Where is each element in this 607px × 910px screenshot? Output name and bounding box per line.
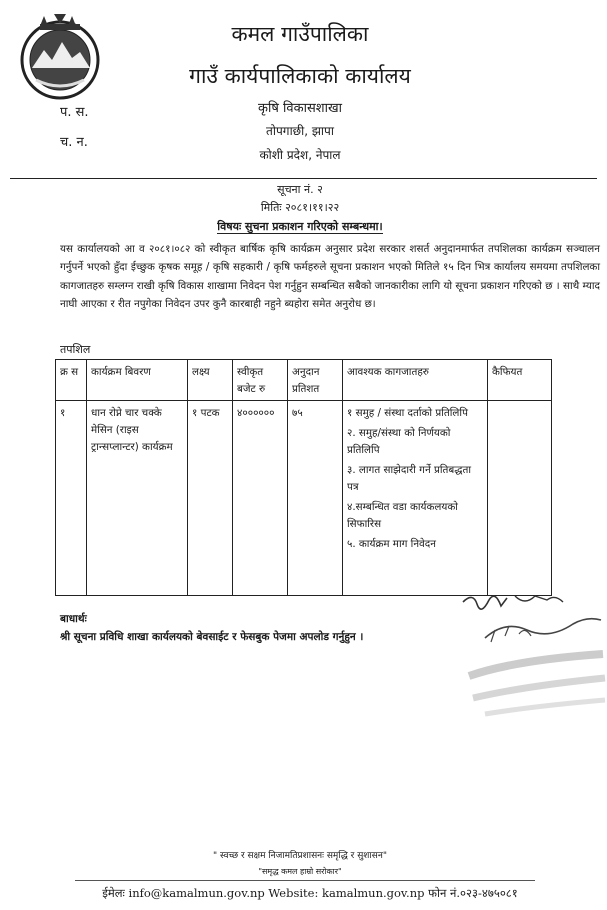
requirement-item: २. समुह/संस्था को निर्णयको प्रतिलिपि xyxy=(347,427,451,456)
footer-contact: ईमेलः info@kamalmun.gov.np Website: kamalmun.gov.np फोन नं.०२३-४७५०८१ xyxy=(102,886,518,900)
cell-target: १ पटक xyxy=(188,401,233,596)
office-name: कमल गाउँपालिका xyxy=(231,22,369,46)
header-target: लक्ष्य xyxy=(188,360,233,401)
notice-body: यस कार्यालयको आ व २०८१।०८२ को स्वीकृत बार्षिक कृषि कार्यक्रम अनुसार प्रदेश सरकार शसर्त अनुदानमार्फत तपशिलका कार्यक्रम सञ्चालन गर्नुपर्ने भएको हुँदा ईच्छुक कृषक समूह / कृषि सहकारी / कृषि फर्महरुले सूचना प्रकाशन भएको मितिले १५ दिन भित्र कार्यालय समयमा तपशिलका कागजातहरु सम्लग्न राखी कृषि विकास शाखामा निवेदन पेश गर्नुहुन सम्बन्धित सबैको जानकारीका लागि यो सूचना प्रकाशन गरिएको छ । साथै म्याद नाघी आएका र रीत नपुगेका निवेदन उपर कुनै कारबाही नहुने ब्यहोरा समेत अनुरोध छ। xyxy=(60,243,600,310)
header-serial: क्र स xyxy=(56,360,87,401)
program-table xyxy=(55,359,552,596)
cell-serial: १ xyxy=(56,401,87,596)
signature-stamp xyxy=(455,590,607,720)
requirement-item: ५. कार्यक्रम माग निवेदन xyxy=(347,538,436,550)
notice-number: सूचना नं. २ xyxy=(277,183,323,196)
government-emblem-icon xyxy=(14,10,106,102)
cell-budget: ४०००००० xyxy=(233,401,288,596)
notice-date: मितिः २०८१।११।२२ xyxy=(260,201,340,214)
footer-slogan-1: " स्वच्छ र सक्षम निजामतिप्रशासनः समृद्धि र सुशासन" xyxy=(213,851,387,861)
table-header-row xyxy=(56,360,552,401)
requirement-item: १ समुह / संस्था दर्ताको प्रतिलिपि xyxy=(347,407,468,419)
notice-subject-text: विषयः सुचना प्रकाशन गरिएको सम्बन्धमा। xyxy=(217,220,383,233)
header-remarks: कैफियत xyxy=(488,360,552,401)
requirement-item: ३. लागत साझेदारी गर्ने प्रतिबद्धता पत्र xyxy=(347,464,472,493)
bodharth-label: बाधार्थः xyxy=(60,613,87,625)
footer-slogan-2: "समृद्ध कमल हाम्रो सरोकार" xyxy=(258,867,342,876)
bodharth-note: श्री सूचना प्रविधि शाखा कार्यलयको बेवसाईट र फेसबुक पेजमा अपलोड गर्नुहुन । xyxy=(60,631,364,643)
office-subtitle: गाउँ कार्यपालिकाको कार्यालय xyxy=(189,64,411,88)
header-divider xyxy=(10,178,597,179)
header-budget: स्वीकृत बजेट रु xyxy=(233,360,288,401)
cell-remarks xyxy=(488,401,552,596)
notice-subject xyxy=(110,219,490,234)
address-line-2: कोशी प्रदेश, नेपाल xyxy=(259,148,341,162)
requirement-item: ४.सम्बन्धित वडा कार्यकलयको सिफारिस xyxy=(347,501,458,530)
chalani-number-label: च. न. xyxy=(60,135,88,150)
header-program: कार्यक्रम बिवरण xyxy=(87,360,188,401)
address-line-1: तोपगाछी, झापा xyxy=(266,124,334,138)
tapsil-label: तपशिल xyxy=(60,343,91,356)
header-subsidy: अनुदान प्रतिशत xyxy=(288,360,343,401)
patra-sankhya-label: प. स. xyxy=(60,105,89,120)
header-requirements: आवश्यक कागजातहरु xyxy=(343,360,488,401)
cell-program: धान रोप्ने चार चक्के मेसिन (राइस ट्रान्सप्लान्टर) कार्यक्रम xyxy=(87,401,188,596)
table-row xyxy=(56,401,552,596)
footer-divider xyxy=(75,880,535,881)
branch-name: कृषि विकासशाखा xyxy=(258,101,342,116)
cell-requirements xyxy=(343,401,488,596)
cell-subsidy: ७५ xyxy=(288,401,343,596)
